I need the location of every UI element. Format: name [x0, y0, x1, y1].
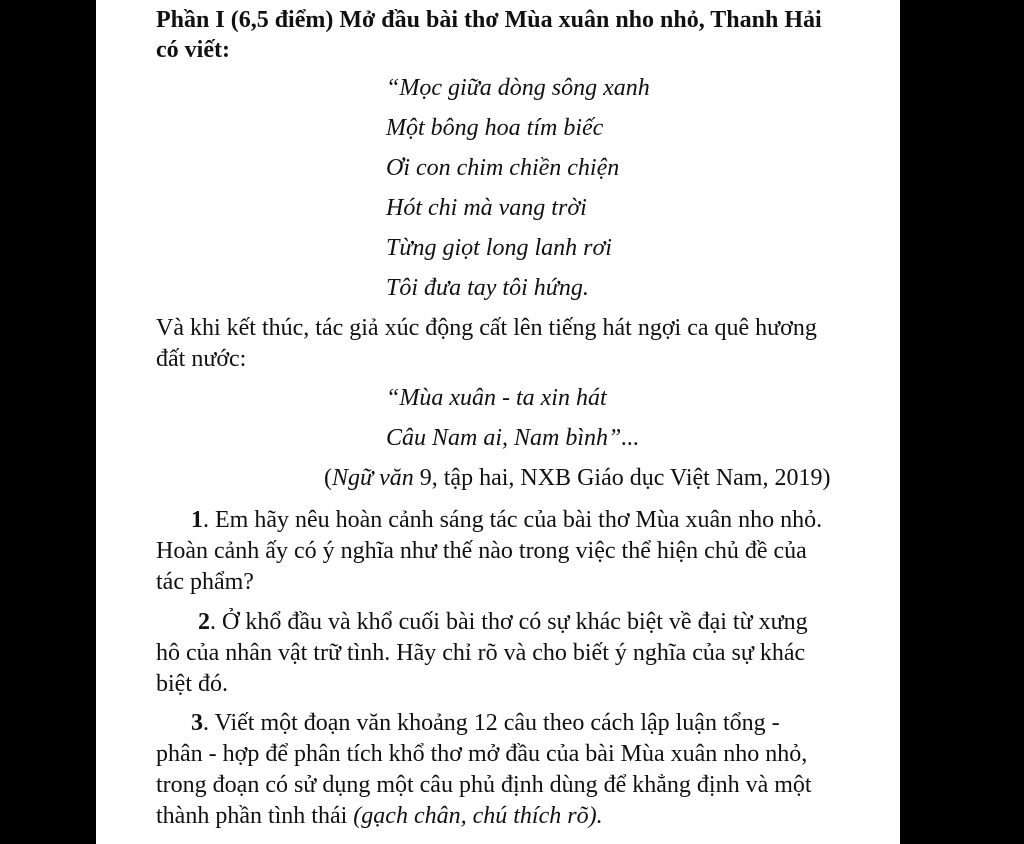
source-rest: 9, tập hai, NXB Giáo dục Việt Nam, 2019) [413, 465, 831, 491]
question-number: 3 [191, 710, 203, 736]
poem-line: “Mùa xuân - ta xin hát [386, 385, 607, 411]
question-number: 2 [198, 609, 210, 635]
poem-line: Hót chi mà vang trời [386, 195, 587, 221]
source-citation [324, 463, 830, 494]
intro-paragraph [156, 313, 846, 375]
poem-line: Từng giọt long lanh rơi [386, 235, 612, 261]
question-3 [156, 708, 846, 832]
poem-line: “Mọc giữa dòng sông xanh [386, 75, 650, 101]
question-text: biệt đó. [156, 671, 228, 697]
poem-line: Câu Nam ai, Nam bình”... [386, 425, 640, 451]
question-text: . Ở khổ đầu và khổ cuối bài thơ có sự khác biệt về đại từ xưng [210, 609, 808, 635]
source-open: ( [324, 465, 332, 491]
question-number: 1 [191, 507, 203, 533]
poem-line: Tôi đưa tay tôi hứng. [386, 275, 589, 301]
poem-line: Ơi con chim chiền chiện [386, 155, 620, 181]
question-text: . Viết một đoạn văn khoảng 12 câu theo cách lập luận tổng - [203, 710, 780, 736]
intro-line-1: Và khi kết thúc, tác giả xúc động cất lên tiếng hát ngợi ca quê hương [156, 315, 817, 341]
question-text: . Em hãy nêu hoàn cảnh sáng tác của bài thơ Mùa xuân nho nhỏ. [203, 507, 823, 533]
poem-line: Một bông hoa tím biếc [386, 115, 604, 141]
question-1 [156, 505, 846, 598]
question-text: phân - hợp để phân tích khổ thơ mở đầu của bài Mùa xuân nho nhỏ, [156, 741, 808, 767]
heading-line-2: có viết: [156, 37, 230, 63]
question-text: thành phần tình thái [156, 803, 354, 829]
question-note: (gạch chân, chú thích rõ). [353, 803, 603, 829]
question-2 [156, 607, 846, 700]
question-text: Hoàn cảnh ấy có ý nghĩa như thế nào trong việc thể hiện chủ đề của [156, 538, 807, 564]
question-text: tác phẩm? [156, 569, 254, 595]
question-text: hô của nhân vật trữ tình. Hãy chỉ rõ và cho biết ý nghĩa của sự khác [156, 640, 806, 666]
intro-line-2: đất nước: [156, 346, 247, 372]
document-page [96, 0, 900, 844]
heading-line-1: Phần I (6,5 điểm) Mở đầu bài thơ Mùa xuân nho nhỏ, Thanh Hải [156, 7, 822, 33]
section-heading [156, 5, 856, 65]
question-text: trong đoạn có sử dụng một câu phủ định dùng để khẳng định và một [156, 772, 812, 798]
source-book: Ngữ văn [332, 465, 414, 491]
